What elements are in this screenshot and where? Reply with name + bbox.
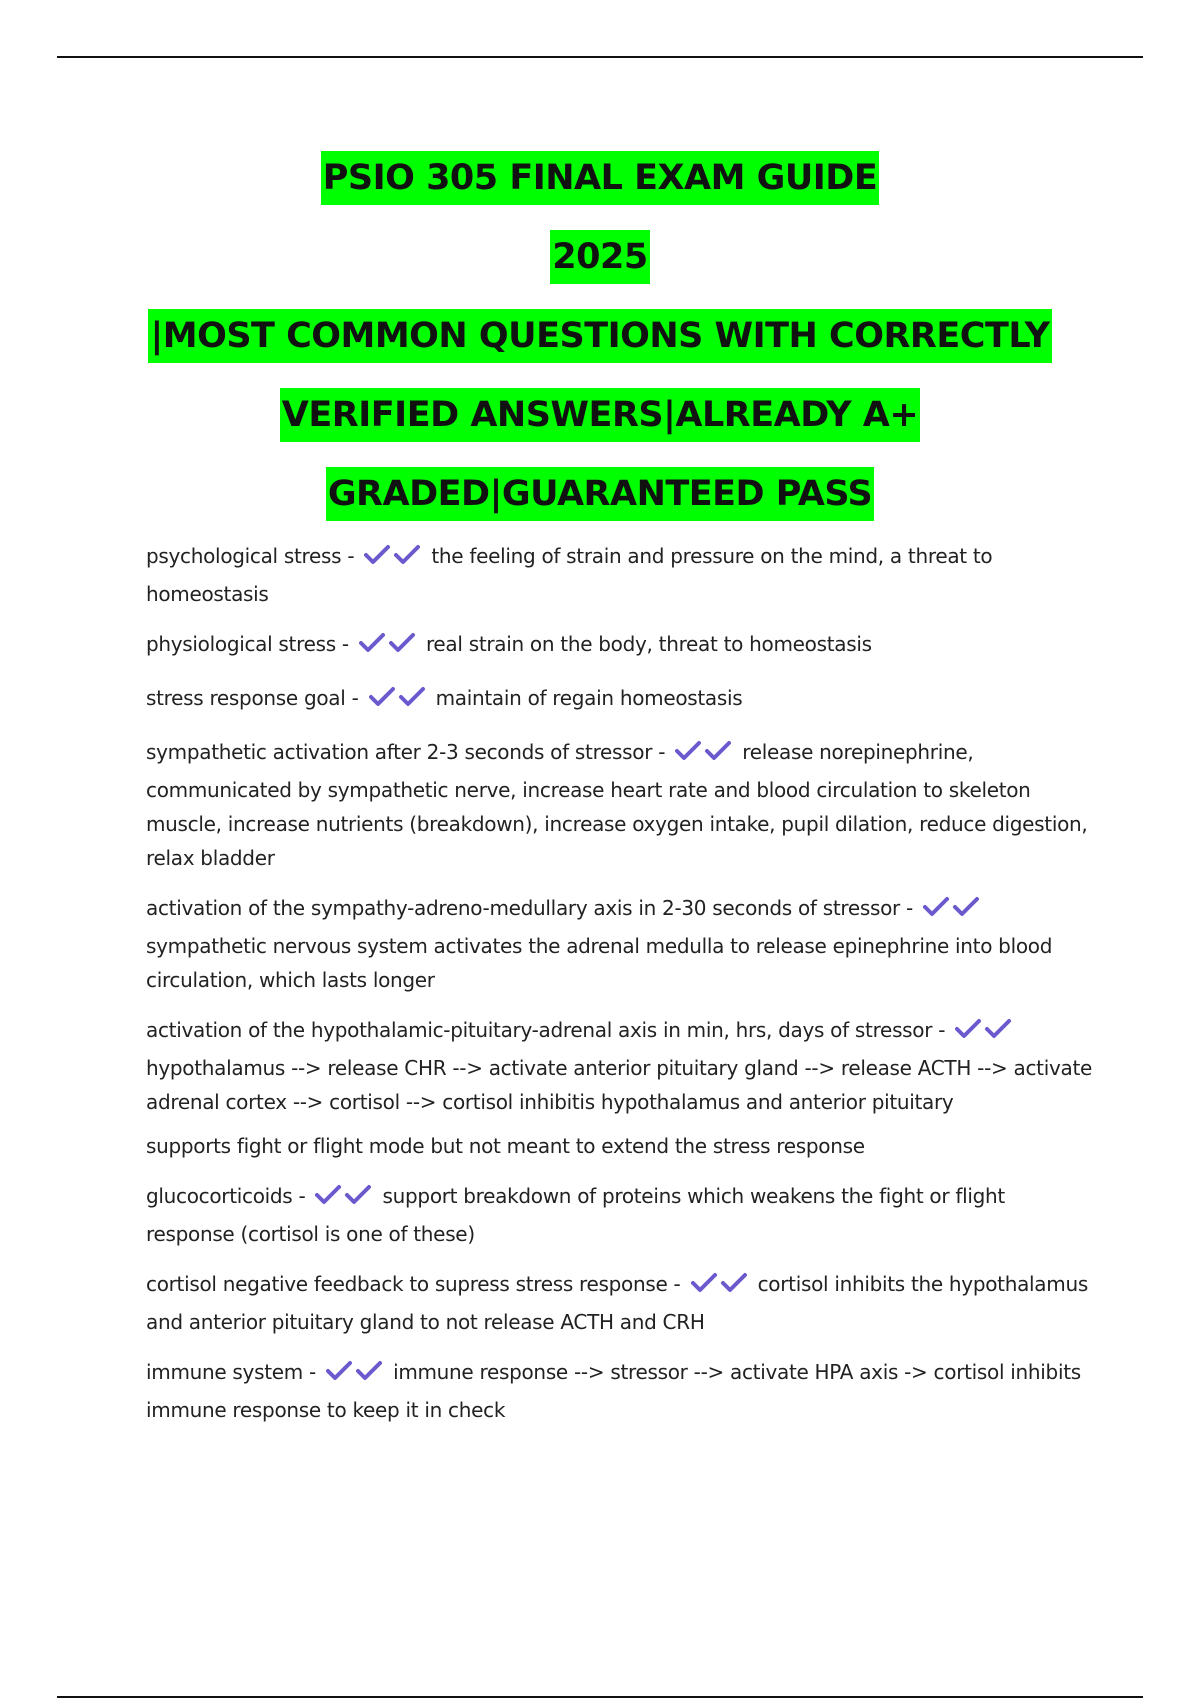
entry-term: stress response goal xyxy=(146,686,346,710)
entry-answer: hypothalamus --> release CHR --> activate anterior pituitary gland --> release ACTH --> activate adrenal cortex --> cortisol --> cortisol inhibitis hypothalamus and anterior pituitary xyxy=(146,1056,1092,1114)
double-checkmark-icon xyxy=(359,631,417,665)
qa-list xyxy=(146,539,1096,1443)
qa-entry xyxy=(146,735,1096,875)
checkmark-pair-svg xyxy=(315,1183,373,1207)
checkmark-icon xyxy=(957,1021,979,1036)
checkmark-icon xyxy=(693,1275,715,1290)
entry-answer: cortisol inhibits the hypothalamus and anterior pituitary gland to not release ACTH and CRH xyxy=(146,1272,1088,1334)
bottom-rule xyxy=(57,1696,1143,1698)
checkmark-icon xyxy=(366,547,388,562)
checkmark-icon xyxy=(396,547,418,562)
entry-separator: - xyxy=(351,686,359,710)
checkmark-pair-svg xyxy=(359,631,417,655)
qa-entry xyxy=(146,539,1096,611)
entry-answer: the feeling of strain and pressure on the mind, a threat to homeostasis xyxy=(146,544,993,606)
entry-separator: - xyxy=(938,1018,946,1042)
qa-entry xyxy=(146,1179,1096,1251)
title-line-4: VERIFIED ANSWERS|ALREADY A+ xyxy=(0,382,1200,461)
double-checkmark-icon xyxy=(955,1017,1013,1051)
checkmark-icon xyxy=(955,899,977,914)
qa-entry xyxy=(146,627,1096,665)
entry-term: sympathetic activation after 2-3 seconds of stressor xyxy=(146,740,653,764)
top-rule xyxy=(57,56,1143,58)
title-line-3: |MOST COMMON QUESTIONS WITH CORRECTLY xyxy=(0,303,1200,382)
entry-answer: sympathetic nervous system activates the adrenal medulla to release epinephrine into blood circulation, which lasts longer xyxy=(146,934,1053,992)
entry-separator: - xyxy=(658,740,666,764)
checkmark-pair-svg xyxy=(675,739,733,763)
entry-answer: support breakdown of proteins which weakens the fight or flight response (cortisol is one of these) xyxy=(146,1184,1005,1246)
document-title xyxy=(0,145,1200,540)
entry-term: glucocorticoids xyxy=(146,1184,293,1208)
entry-term: activation of the sympathy-adreno-medullary axis in 2-30 seconds of stressor xyxy=(146,896,900,920)
checkmark-icon xyxy=(401,689,423,704)
entry-answer: maintain of regain homeostasis xyxy=(435,686,743,710)
checkmark-icon xyxy=(925,899,947,914)
double-checkmark-icon xyxy=(326,1359,384,1393)
double-checkmark-icon xyxy=(315,1183,373,1217)
checkmark-pair-svg xyxy=(326,1359,384,1383)
checkmark-icon xyxy=(987,1021,1009,1036)
checkmark-pair-svg xyxy=(691,1271,749,1295)
entry-answer: release norepinephrine, communicated by sympathetic nerve, increase heart rate and blood circulation to skeleton muscle, increase nutrients (breakdown), increase oxygen intake, pupil dilation, reduce digestion, relax bladder xyxy=(146,740,1088,870)
checkmark-icon xyxy=(358,1363,380,1378)
entry-term: psychological stress xyxy=(146,544,342,568)
checkmark-pair-svg xyxy=(923,895,981,919)
extra-paragraph: supports fight or flight mode but not meant to extend the stress response xyxy=(146,1134,865,1158)
entry-answer: real strain on the body, threat to homeostasis xyxy=(425,632,872,656)
checkmark-icon xyxy=(677,743,699,758)
checkmark-pair-svg xyxy=(955,1017,1013,1041)
entry-separator: - xyxy=(673,1272,681,1296)
qa-entry xyxy=(146,1267,1096,1339)
entry-term: physiological stress xyxy=(146,632,336,656)
entry-separator: - xyxy=(347,544,355,568)
entry-term: activation of the hypothalamic-pituitary-adrenal axis in min, hrs, days of stressor xyxy=(146,1018,933,1042)
checkmark-icon xyxy=(328,1363,350,1378)
title-line-5: GRADED|GUARANTEED PASS xyxy=(0,461,1200,540)
entry-separator: - xyxy=(906,896,913,920)
checkmark-icon xyxy=(723,1275,745,1290)
title-line-2: 2025 xyxy=(0,224,1200,303)
entry-answer: immune response --> stressor --> activate HPA axis -> cortisol inhibits immune response to keep it in check xyxy=(146,1360,1081,1422)
entry-term: cortisol negative feedback to supress stress response xyxy=(146,1272,668,1296)
entry-separator: - xyxy=(298,1184,306,1208)
double-checkmark-icon xyxy=(369,685,427,719)
qa-entry xyxy=(146,1355,1096,1427)
title-line-1: PSIO 305 FINAL EXAM GUIDE xyxy=(0,145,1200,224)
checkmark-icon xyxy=(347,1187,369,1202)
double-checkmark-icon xyxy=(691,1271,749,1305)
double-checkmark-icon xyxy=(675,739,733,773)
checkmark-icon xyxy=(707,743,729,758)
entry-term: immune system xyxy=(146,1360,303,1384)
checkmark-icon xyxy=(391,635,413,650)
checkmark-pair-svg xyxy=(364,543,422,567)
qa-entry xyxy=(146,681,1096,719)
checkmark-pair-svg xyxy=(369,685,427,709)
qa-entry xyxy=(146,1013,1096,1119)
checkmark-icon xyxy=(371,689,393,704)
checkmark-icon xyxy=(317,1187,339,1202)
entry-separator: - xyxy=(309,1360,316,1384)
double-checkmark-icon xyxy=(923,895,981,929)
checkmark-icon xyxy=(361,635,383,650)
entry-separator: - xyxy=(341,632,349,656)
double-checkmark-icon xyxy=(364,543,422,577)
qa-entry xyxy=(146,891,1096,997)
